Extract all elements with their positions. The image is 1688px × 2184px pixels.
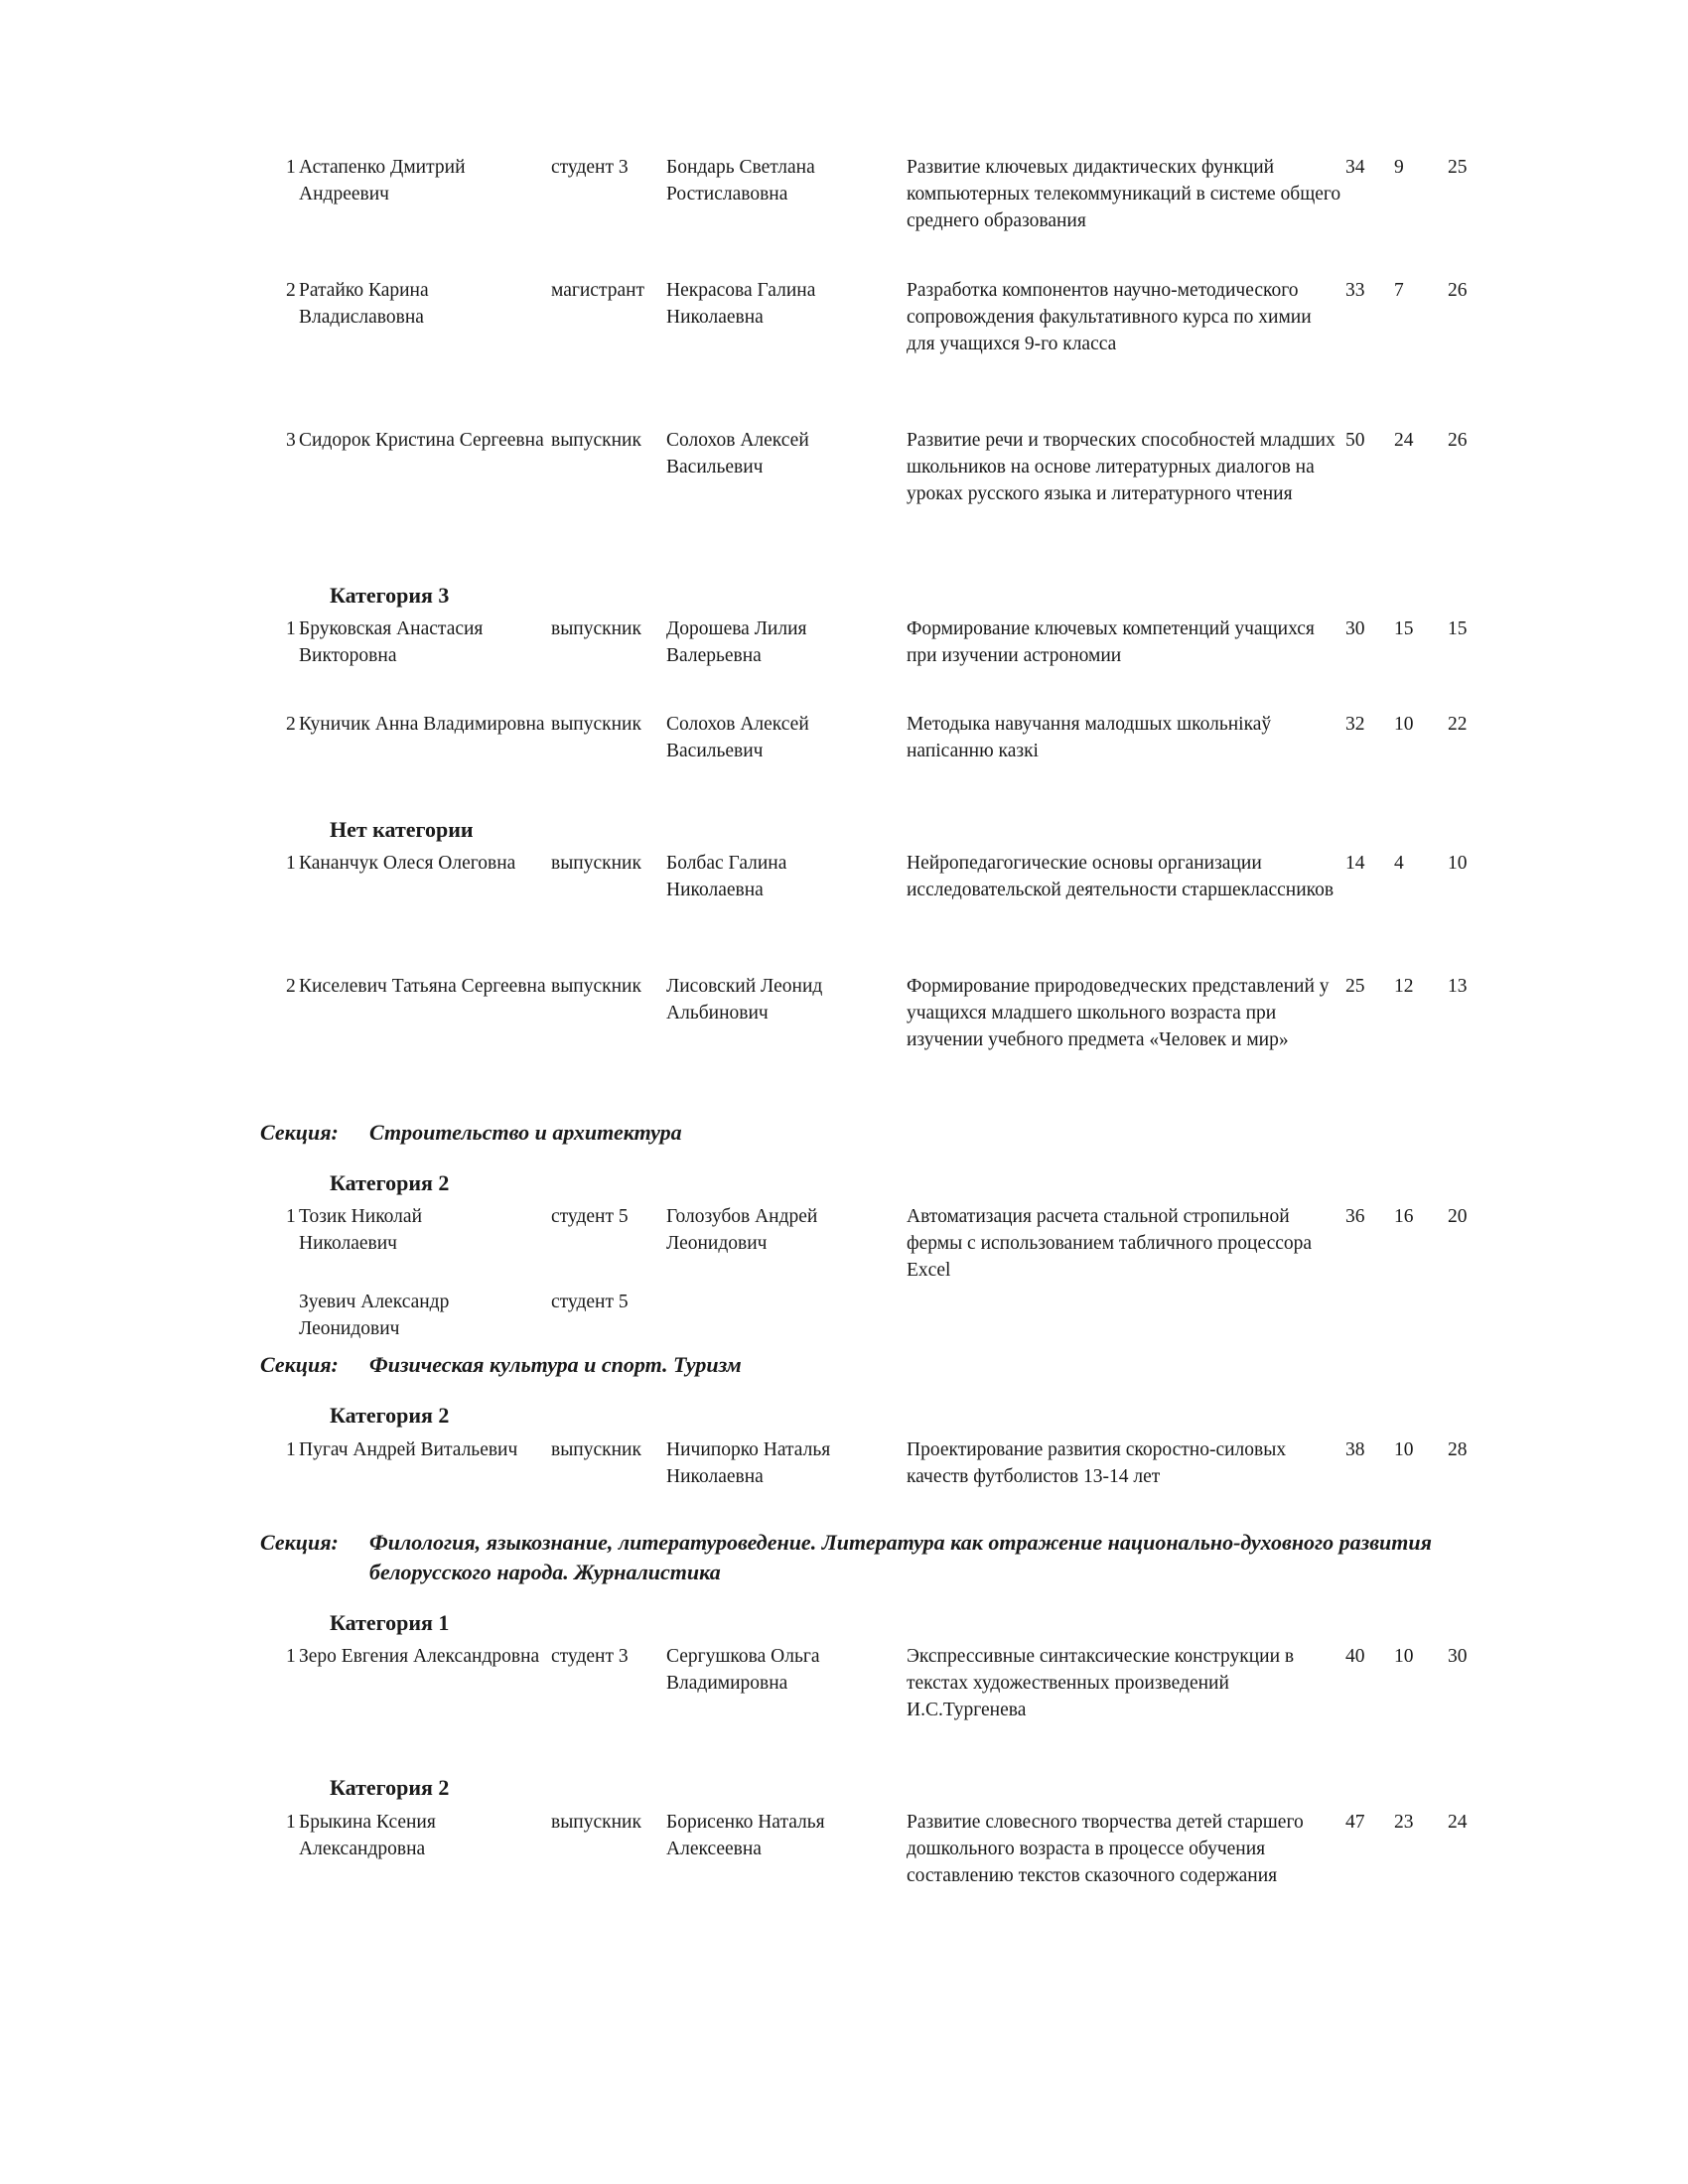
score-b: 22 bbox=[1448, 714, 1468, 735]
participant-status: студент 5 bbox=[551, 1292, 629, 1312]
row-number: 2 bbox=[286, 280, 296, 301]
section-heading bbox=[260, 1118, 1650, 1148]
score-a: 16 bbox=[1394, 1206, 1414, 1227]
participant-name: Зеро Евгения Александровна bbox=[299, 1646, 540, 1667]
participant-name: Сидорок Кристина Сергеевна bbox=[299, 430, 544, 451]
participant-status: выпускник bbox=[551, 1812, 641, 1833]
participant-status: выпускник bbox=[551, 430, 641, 451]
supervisor-name: Сергушкова Ольга Владимировна bbox=[666, 1646, 820, 1694]
supervisor-name: Болбас Галина Николаевна bbox=[666, 853, 787, 900]
supervisor-name: Ничипорко Наталья Николаевна bbox=[666, 1439, 831, 1487]
participant-status: выпускник bbox=[551, 976, 641, 997]
section-label: Секция: bbox=[260, 1352, 339, 1377]
score-b: 30 bbox=[1448, 1646, 1468, 1667]
row-number: 1 bbox=[286, 1812, 296, 1833]
supervisor-name: Солохов Алексей Васильевич bbox=[666, 430, 809, 478]
section-heading bbox=[260, 1350, 1650, 1380]
work-topic: Формирование ключевых компетенций учащихся при изучении астрономии bbox=[907, 618, 1315, 666]
participant-status: выпускник bbox=[551, 618, 641, 639]
row-number: 1 bbox=[286, 618, 296, 639]
supervisor-name: Некрасова Галина Николаевна bbox=[666, 280, 816, 328]
work-topic: Автоматизация расчета стальной стропильной фермы с использованием табличного процессора Excel bbox=[907, 1206, 1313, 1281]
score-total: 38 bbox=[1345, 1439, 1365, 1460]
category-heading: Категория 1 bbox=[330, 1610, 450, 1635]
work-topic: Развитие ключевых дидактических функций компьютерных телекоммуникаций в системе общего среднего образования bbox=[907, 157, 1341, 231]
participant-name: Пугач Андрей Витальевич bbox=[299, 1439, 518, 1460]
supervisor-name: Бондарь Светлана Ростиславовна bbox=[666, 157, 815, 205]
work-topic: Экспрессивные синтаксические конструкции в текстах художественных произведений И.С.Тургенева bbox=[907, 1646, 1295, 1720]
section-title: Строительство и архитектура bbox=[369, 1120, 682, 1145]
participant-name: Куничик Анна Владимировна bbox=[299, 714, 545, 735]
work-topic: Развитие словесного творчества детей старшего дошкольного возраста в процессе обучения составлению текстов сказочного содержания bbox=[907, 1812, 1304, 1886]
participant-status: студент 3 bbox=[551, 1646, 629, 1667]
score-total: 50 bbox=[1345, 430, 1365, 451]
supervisor-name: Дорошева Лилия Валерьевна bbox=[666, 618, 807, 666]
work-topic: Разработка компонентов научно-методического сопровождения факультативного курса по химии для учащихся 9-го класса bbox=[907, 280, 1312, 354]
work-topic: Методыка навучання малодшых школьнікаў напісанню казкі bbox=[907, 714, 1272, 761]
participant-name: Брыкина Ксения Александровна bbox=[299, 1812, 436, 1859]
score-total: 47 bbox=[1345, 1812, 1365, 1833]
score-a: 23 bbox=[1394, 1812, 1414, 1833]
supervisor-name: Голозубов Андрей Леонидович bbox=[666, 1206, 818, 1254]
section-label: Секция: bbox=[260, 1120, 339, 1145]
score-total: 33 bbox=[1345, 280, 1365, 301]
participant-name: Ратайко Карина Владиславовна bbox=[299, 280, 429, 328]
score-total: 25 bbox=[1345, 976, 1365, 997]
participant-status: магистрант bbox=[551, 280, 645, 301]
category-heading: Нет категории bbox=[330, 817, 474, 842]
score-b: 26 bbox=[1448, 430, 1468, 451]
score-b: 25 bbox=[1448, 157, 1468, 178]
score-total: 40 bbox=[1345, 1646, 1365, 1667]
score-b: 10 bbox=[1448, 853, 1468, 874]
supervisor-name: Борисенко Наталья Алексеевна bbox=[666, 1812, 825, 1859]
score-a: 4 bbox=[1394, 853, 1404, 874]
score-total: 14 bbox=[1345, 853, 1365, 874]
participant-status: студент 3 bbox=[551, 157, 629, 178]
participant-name: Бруковская Анастасия Викторовна bbox=[299, 618, 484, 666]
score-b: 26 bbox=[1448, 280, 1468, 301]
score-b: 15 bbox=[1448, 618, 1468, 639]
section-title: Физическая культура и спорт. Туризм bbox=[369, 1352, 742, 1377]
score-total: 30 bbox=[1345, 618, 1365, 639]
score-b: 20 bbox=[1448, 1206, 1468, 1227]
score-b: 28 bbox=[1448, 1439, 1468, 1460]
work-topic: Проектирование развития скоростно-силовых качеств футболистов 13-14 лет bbox=[907, 1439, 1287, 1487]
score-b: 13 bbox=[1448, 976, 1468, 997]
row-number: 2 bbox=[286, 976, 296, 997]
section-title: Филология, языкознание, литературоведение. Литература как отражение национально-духовного развития белорусского народа. Журналистика bbox=[369, 1530, 1432, 1584]
work-topic: Нейропедагогические основы организации исследовательской деятельности старшеклассников bbox=[907, 853, 1335, 900]
supervisor-name: Солохов Алексей Васильевич bbox=[666, 714, 809, 761]
participant-status: выпускник bbox=[551, 853, 641, 874]
score-total: 36 bbox=[1345, 1206, 1365, 1227]
supervisor-name: Лисовский Леонид Альбинович bbox=[666, 976, 823, 1024]
row-number: 1 bbox=[286, 1646, 296, 1667]
score-a: 10 bbox=[1394, 1646, 1414, 1667]
participant-name: Кананчук Олеся Олеговна bbox=[299, 853, 516, 874]
score-a: 12 bbox=[1394, 976, 1414, 997]
participant-status: студент 5 bbox=[551, 1206, 629, 1227]
score-a: 7 bbox=[1394, 280, 1404, 301]
category-heading: Категория 2 bbox=[330, 1170, 450, 1195]
participant-name: Киселевич Татьяна Сергеевна bbox=[299, 976, 546, 997]
row-number: 1 bbox=[286, 1439, 296, 1460]
category-heading: Категория 3 bbox=[330, 583, 450, 608]
category-heading: Категория 2 bbox=[330, 1403, 450, 1428]
participant-status: выпускник bbox=[551, 714, 641, 735]
row-number: 1 bbox=[286, 157, 296, 178]
score-a: 10 bbox=[1394, 1439, 1414, 1460]
score-a: 15 bbox=[1394, 618, 1414, 639]
section-heading bbox=[260, 1528, 1650, 1589]
work-topic: Развитие речи и творческих способностей младших школьников на основе литературных диалогов на уроках русского языка и литературного чтения bbox=[907, 430, 1336, 504]
participant-name: Зуевич Александр Леонидович bbox=[299, 1292, 450, 1339]
score-a: 24 bbox=[1394, 430, 1414, 451]
score-total: 34 bbox=[1345, 157, 1365, 178]
row-number: 3 bbox=[286, 430, 296, 451]
section-label: Секция: bbox=[260, 1530, 339, 1555]
work-topic: Формирование природоведческих представлений у учащихся младшего школьного возраста при изучении учебного предмета «Человек и мир» bbox=[907, 976, 1330, 1050]
score-a: 10 bbox=[1394, 714, 1414, 735]
score-a: 9 bbox=[1394, 157, 1404, 178]
row-number: 1 bbox=[286, 853, 296, 874]
score-total: 32 bbox=[1345, 714, 1365, 735]
participant-status: выпускник bbox=[551, 1439, 641, 1460]
category-heading: Категория 2 bbox=[330, 1775, 450, 1800]
row-number: 1 bbox=[286, 1206, 296, 1227]
score-b: 24 bbox=[1448, 1812, 1468, 1833]
participant-name: Астапенко Дмитрий Андреевич bbox=[299, 157, 466, 205]
row-number: 2 bbox=[286, 714, 296, 735]
participant-name: Тозик Николай Николаевич bbox=[299, 1206, 422, 1254]
